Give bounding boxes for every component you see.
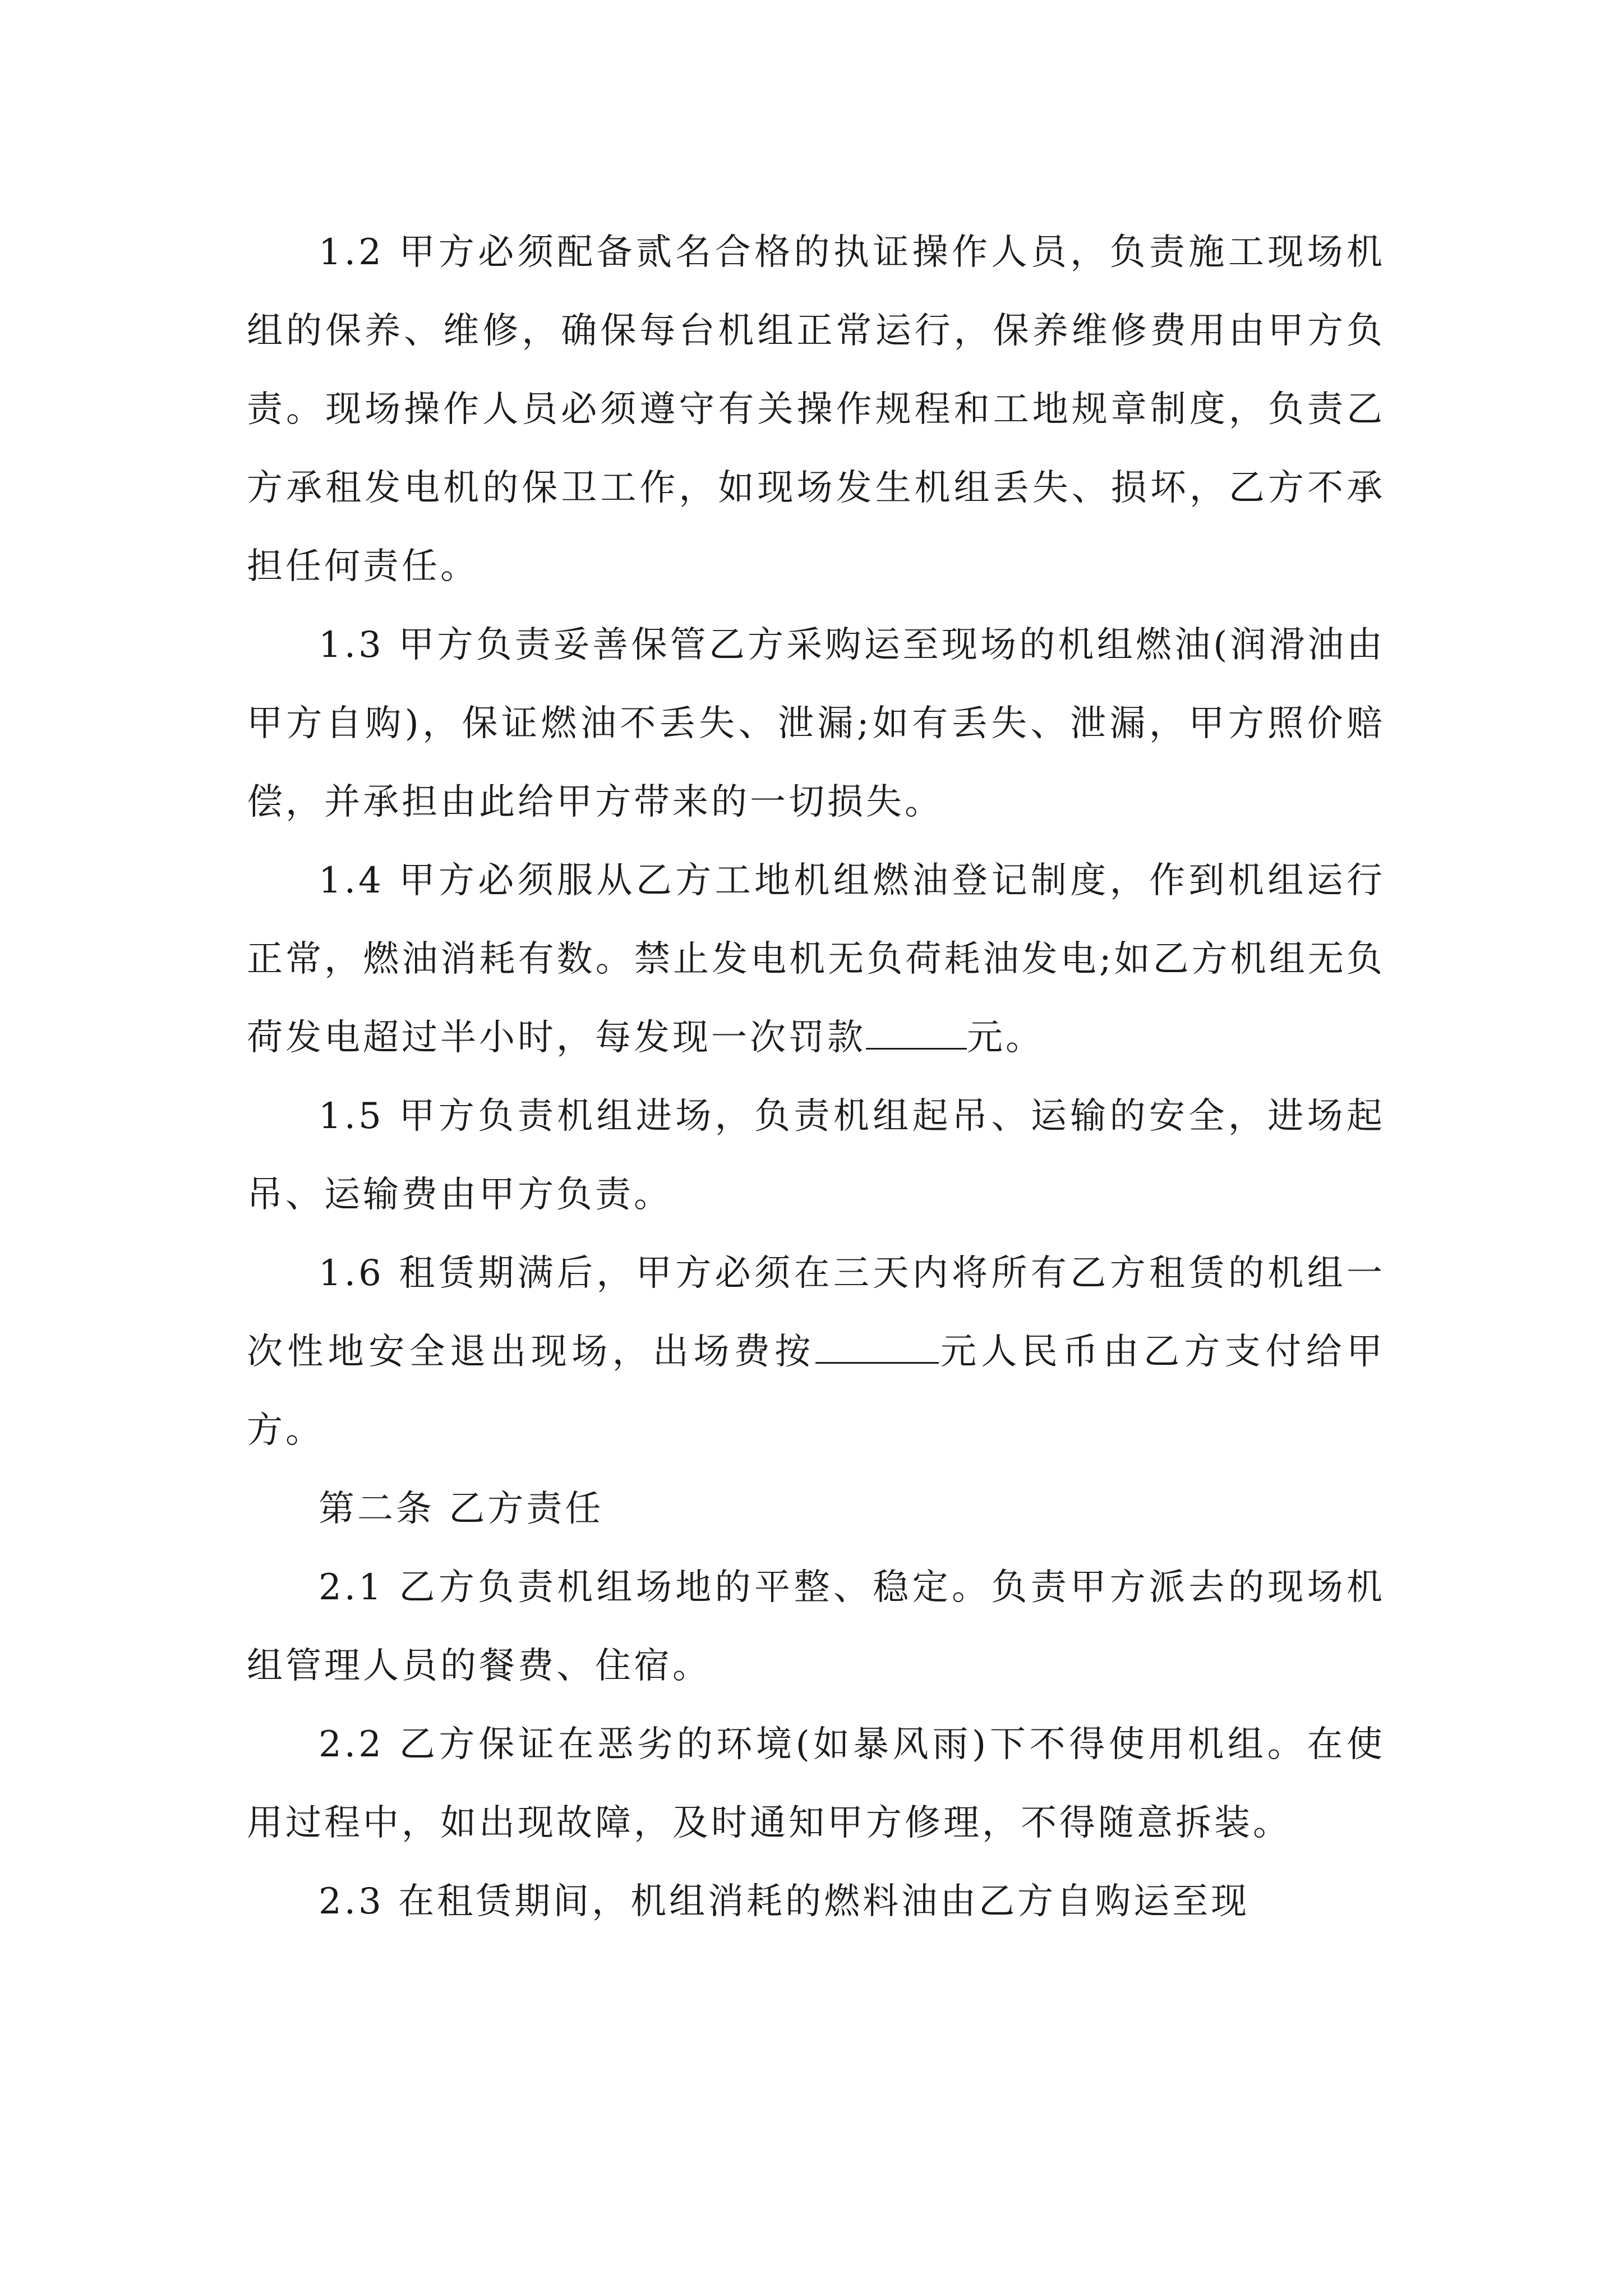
document-body (247, 213, 1385, 1941)
clause-2-2: 2.2 乙方保证在恶劣的环境(如暴风雨)下不得使用机组。在使用过程中，如出现故障，及时通知甲方修理，不得随意拆装。 (247, 1724, 1385, 1844)
clause-1-2: 1.2 甲方必须配备贰名合格的执证操作人员，负责施工现场机组的保养、维修，确保每台机组正常运行，保养维修费用由甲方负责。现场操作人员必须遵守有关操作规程和工地规章制度，负责乙方承租发电机的保卫工作，如现场发生机组丢失、损坏，乙方不承担任何责任。 (247, 232, 1385, 587)
clause-1-4 (247, 841, 1385, 1077)
clause-2-3: 2.3 在租赁期间，机组消耗的燃料油由乙方自购运至现 (319, 1881, 1250, 1922)
clause-1-5: 1.5 甲方负责机组进场，负责机组起吊、运输的安全，进场起吊、运输费由甲方负责。 (247, 1096, 1385, 1216)
clause-1-6-text-after: 元人民币由乙方支付给甲方。 (247, 1331, 1386, 1451)
clause-1-3: 1.3 甲方负责妥善保管乙方采购运至现场的机组燃油(润滑油由甲方自购)，保证燃油不丢失、泄漏;如有丢失、泄漏，甲方照价赔偿，并承担由此给甲方带来的一切损失。 (247, 624, 1385, 823)
section-heading-2: 第二条 乙方责任 (319, 1488, 604, 1530)
exit-fee-blank (815, 1326, 939, 1364)
clause-1-4-text-before: 1.4 甲方必须服从乙方工地机组燃油登记制度，作到机组运行正常，燃油消耗有数。禁止发电机无负荷耗油发电;如乙方机组无负荷发电超过半小时，每发现一次罚款 (247, 860, 1385, 1059)
clause-1-4-text-after: 元。 (967, 1017, 1044, 1059)
clause-2-1: 2.1 乙方负责机组场地的平整、稳定。负责甲方派去的现场机组管理人员的餐费、住宿。 (247, 1567, 1385, 1687)
fine-amount-blank (866, 1012, 967, 1050)
clause-1-6 (247, 1234, 1385, 1470)
clause-1-6-text-before: 1.6 租赁期满后，甲方必须在三天内将所有乙方租赁的机组一次性地安全退出现场，出场费按 (247, 1253, 1385, 1373)
